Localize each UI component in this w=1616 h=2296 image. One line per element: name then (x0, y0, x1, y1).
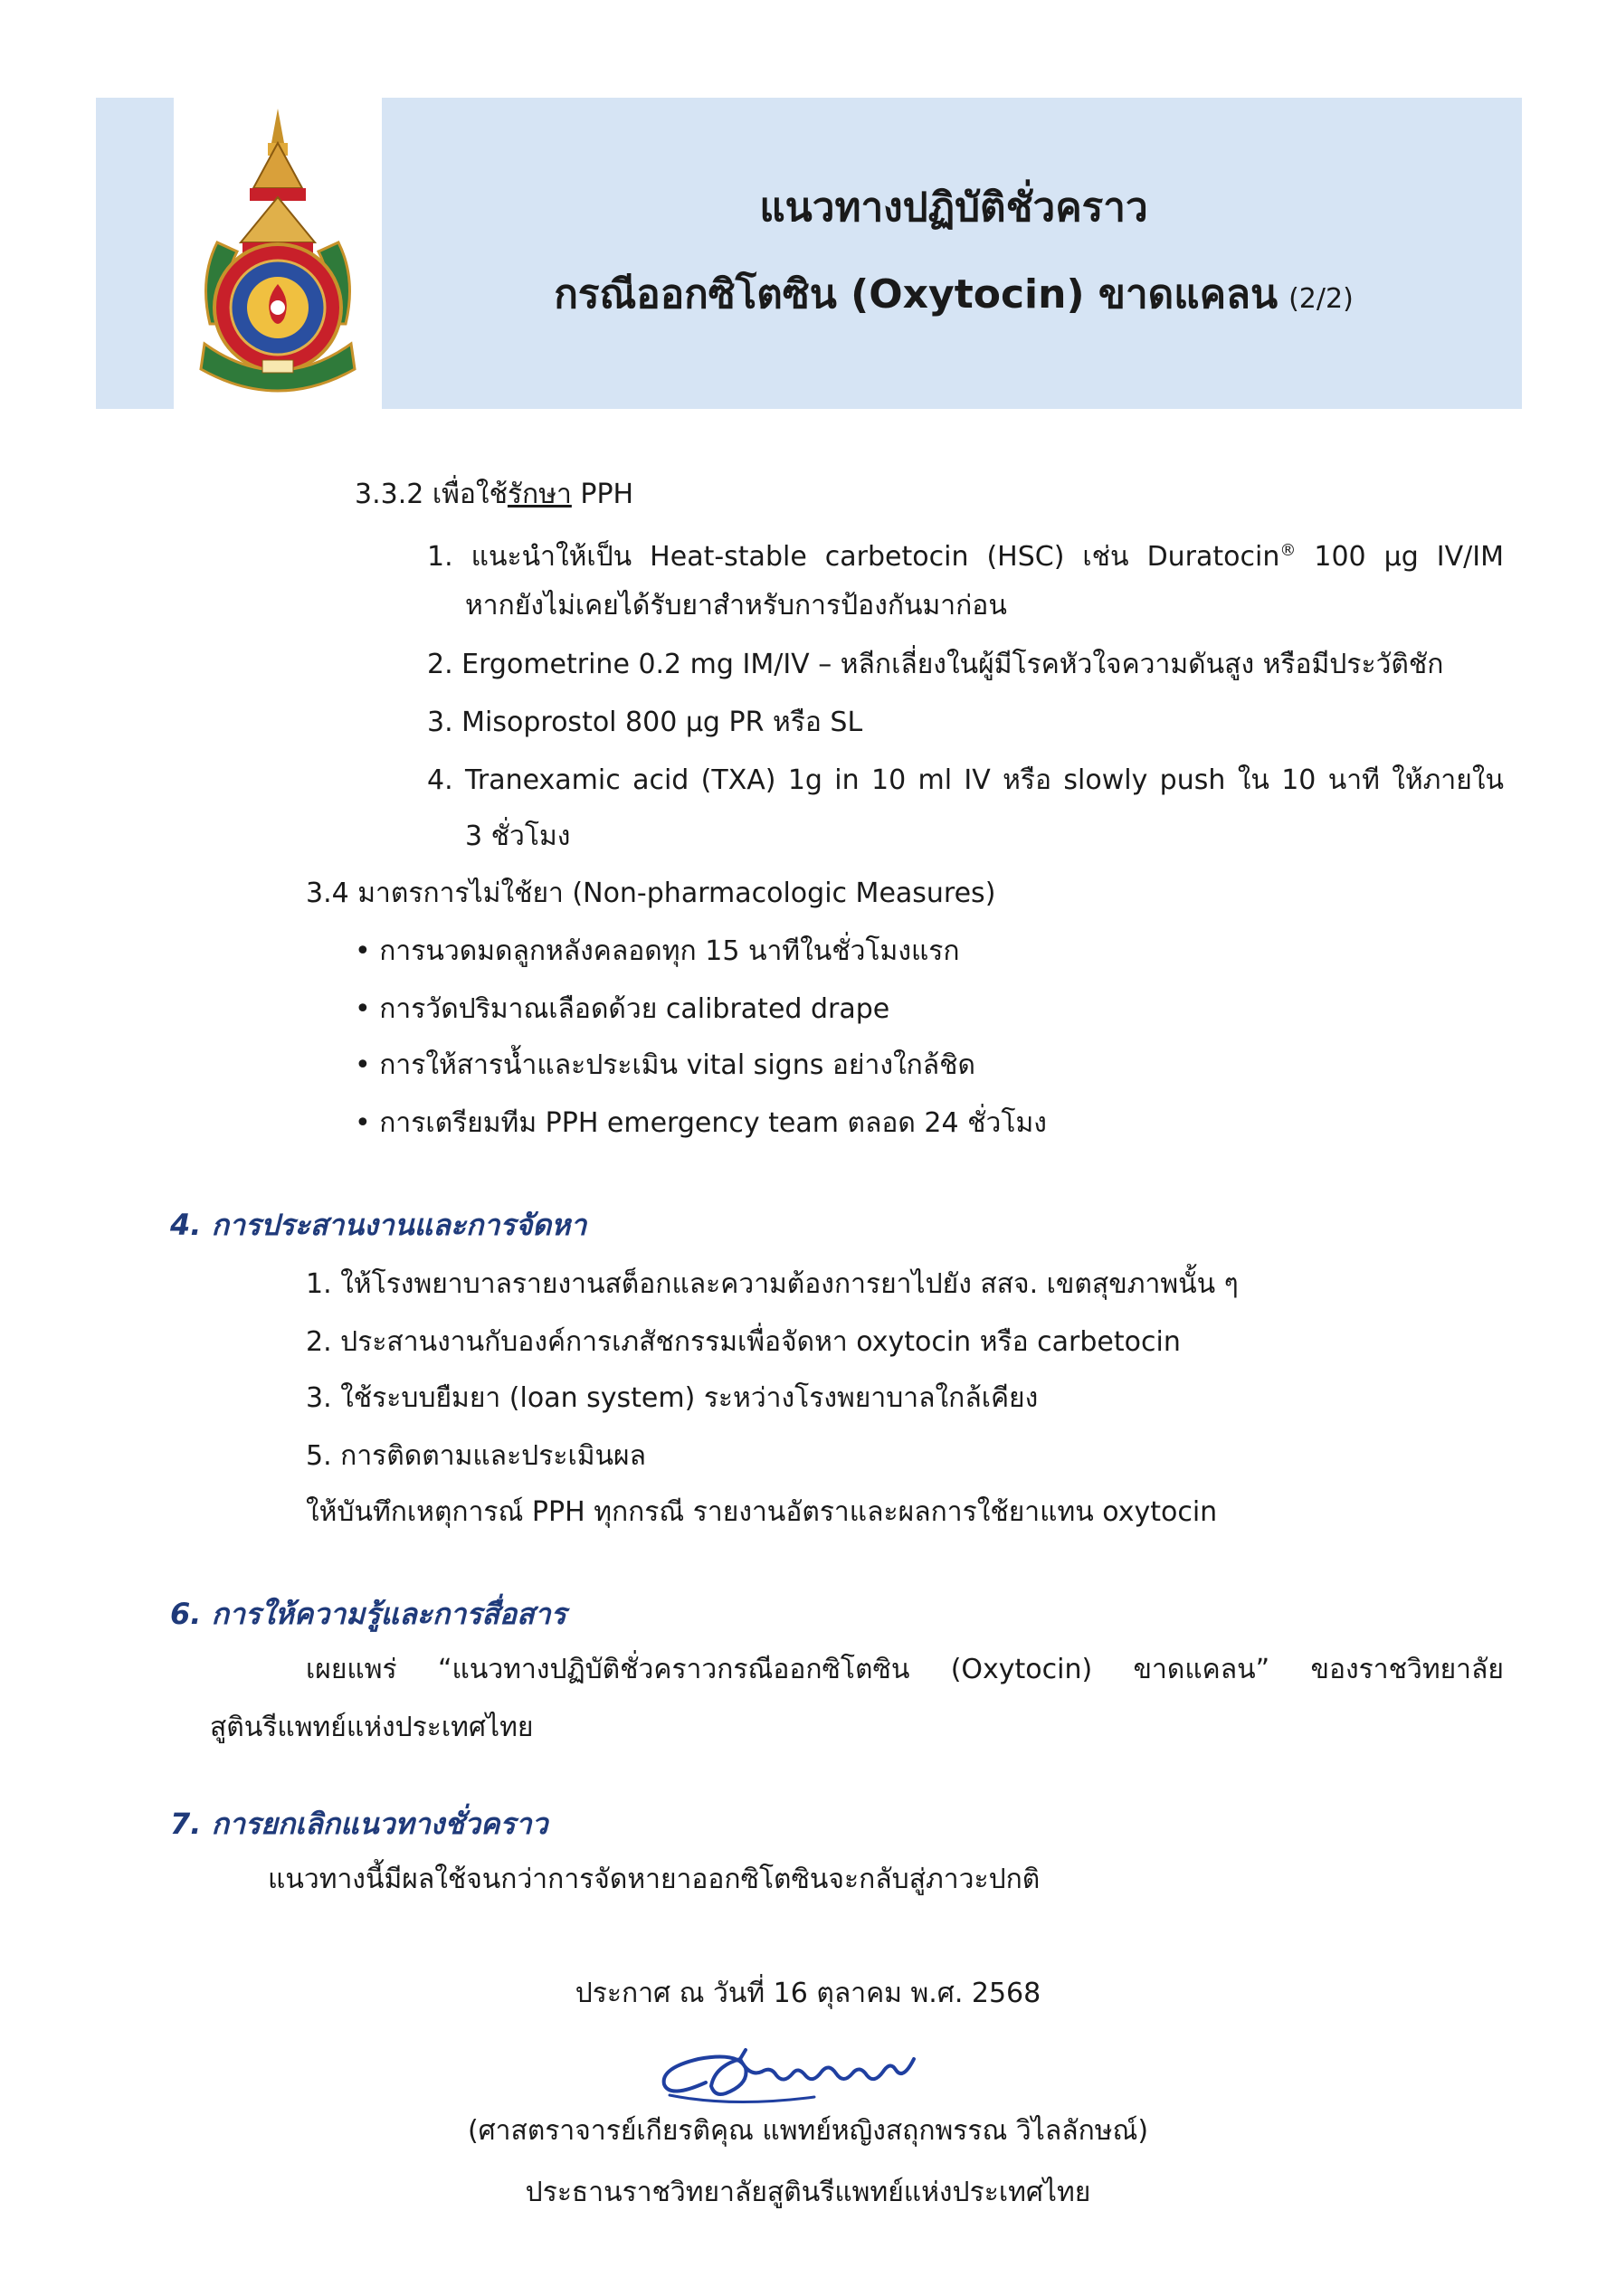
coord-item: ให้บันทึกเหตุการณ์ PPH ทุกกรณี รายงานอัตราและผลการใช้ยาแทน oxytocin (306, 1496, 1218, 1528)
announce-date: ประกาศ ณ วันที่ 16 ตุลาคม พ.ศ. 2568 (575, 1978, 1041, 2009)
treat-item-1-b: 100 µg IV/IM (1296, 541, 1504, 573)
coord-item: 3. ใช้ระบบยืมยา (loan system) ระหว่างโรงพยาบาลใกล้เคียง (306, 1382, 1039, 1414)
signer-name: (ศาสตราจารย์เกียรติคุณ แพทย์หญิงสถุกพรรณ วิไลลักษณ์) (467, 2115, 1149, 2147)
treat-item-1-line-1 (427, 533, 1504, 575)
treat-item-2: 2. Ergometrine 0.2 mg IM/IV – หลีกเลี่ยงในผู้มีโรคหัวใจความดันสูง หรือมีประวัติชัก (427, 649, 1444, 680)
treat-heading-underlined: รักษา (507, 479, 572, 510)
subtitle-text: กรณีออกซิโตซิน (Oxytocin) ขาดแคลน (554, 270, 1279, 318)
edu-line-2: สูตินรีแพทย์แห่งประเทศไทย (210, 1712, 534, 1743)
coord-item: 2. ประสานงานกับองค์การเภสัชกรรมเพื่อจัดหา oxytocin หรือ carbetocin (306, 1326, 1181, 1358)
treat-item-3: 3. Misoprostol 800 µg PR หรือ SL (427, 707, 863, 738)
logo-container (174, 98, 382, 409)
nonpharm-heading: 3.4 มาตรการไม่ใช้ยา (Non-pharmacologic Measures) (306, 878, 996, 909)
treat-item-4-line-1: 4. Tranexamic acid (TXA) 1g in 10 ml IV หรือ slowly push ใน 10 นาที ให้ภายใน (427, 764, 1504, 796)
cancel-heading: 7. การยกเลิกแนวทางชั่วคราว (170, 1807, 548, 1841)
nonpharm-bullet: • การให้สารน้ำและประเมิน vital signs อย่างใกล้ชิด (355, 1049, 976, 1081)
treat-heading-prefix: 3.3.2 เพื่อใช้ (355, 479, 508, 510)
cancel-line: แนวทางนี้มีผลใช้จนกว่าการจัดหายาออกซิโตซินจะกลับสู่ภาวะปกติ (268, 1864, 1041, 1895)
treat-item-4-line-2: 3 ชั่วโมง (465, 821, 571, 852)
title-block (385, 98, 1522, 409)
nonpharm-bullet: • การนวดมดลูกหลังคลอดทุก 15 นาทีในชั่วโมงแรก (355, 935, 960, 967)
coord-item: 1. ให้โรงพยาบาลรายงานสต็อกและความต้องการยาไปยัง สสจ. เขตสุขภาพนั้น ๆ (306, 1268, 1239, 1300)
nonpharm-bullet: • การเตรียมทีม PPH emergency team ตลอด 24 ชั่วโมง (355, 1107, 1047, 1139)
document-subtitle (554, 251, 1354, 343)
treat-item-1-a: 1. แนะนำให้เป็น Heat-stable carbetocin (HSC) เช่น Duratocin (427, 541, 1280, 573)
signer-position: ประธานราชวิทยาลัยสูตินรีแพทย์แห่งประเทศไทย (525, 2177, 1091, 2208)
header-band (96, 98, 1522, 409)
handwritten-signature (651, 2032, 941, 2122)
page-indicator: (2/2) (1288, 282, 1354, 315)
edu-heading: 6. การให้ความรู้และการสื่อสาร (170, 1597, 566, 1631)
document-title: แนวทางปฏิบัติชั่วคราว (759, 184, 1148, 231)
college-seal-logo (190, 107, 366, 400)
coord-heading: 4. การประสานงานและการจัดหา (170, 1208, 587, 1242)
nonpharm-bullet: • การวัดปริมาณเลือดด้วย calibrated drape (355, 993, 890, 1025)
registered-mark: ® (1279, 541, 1297, 560)
treat-heading-suffix: PPH (571, 479, 634, 510)
edu-line-1: เผยแพร่ “แนวทางปฏิบัติชั่วคราวกรณีออกซิโตซิน (Oxytocin) ขาดแคลน” ของราชวิทยาลัย (306, 1654, 1504, 1685)
treat-item-1-line-2: หากยังไม่เคยได้รับยาสำหรับการป้องกันมาก่อน (465, 590, 1007, 621)
treat-heading (355, 477, 633, 513)
coord-item: 5. การติดตามและประเมินผล (306, 1440, 646, 1472)
